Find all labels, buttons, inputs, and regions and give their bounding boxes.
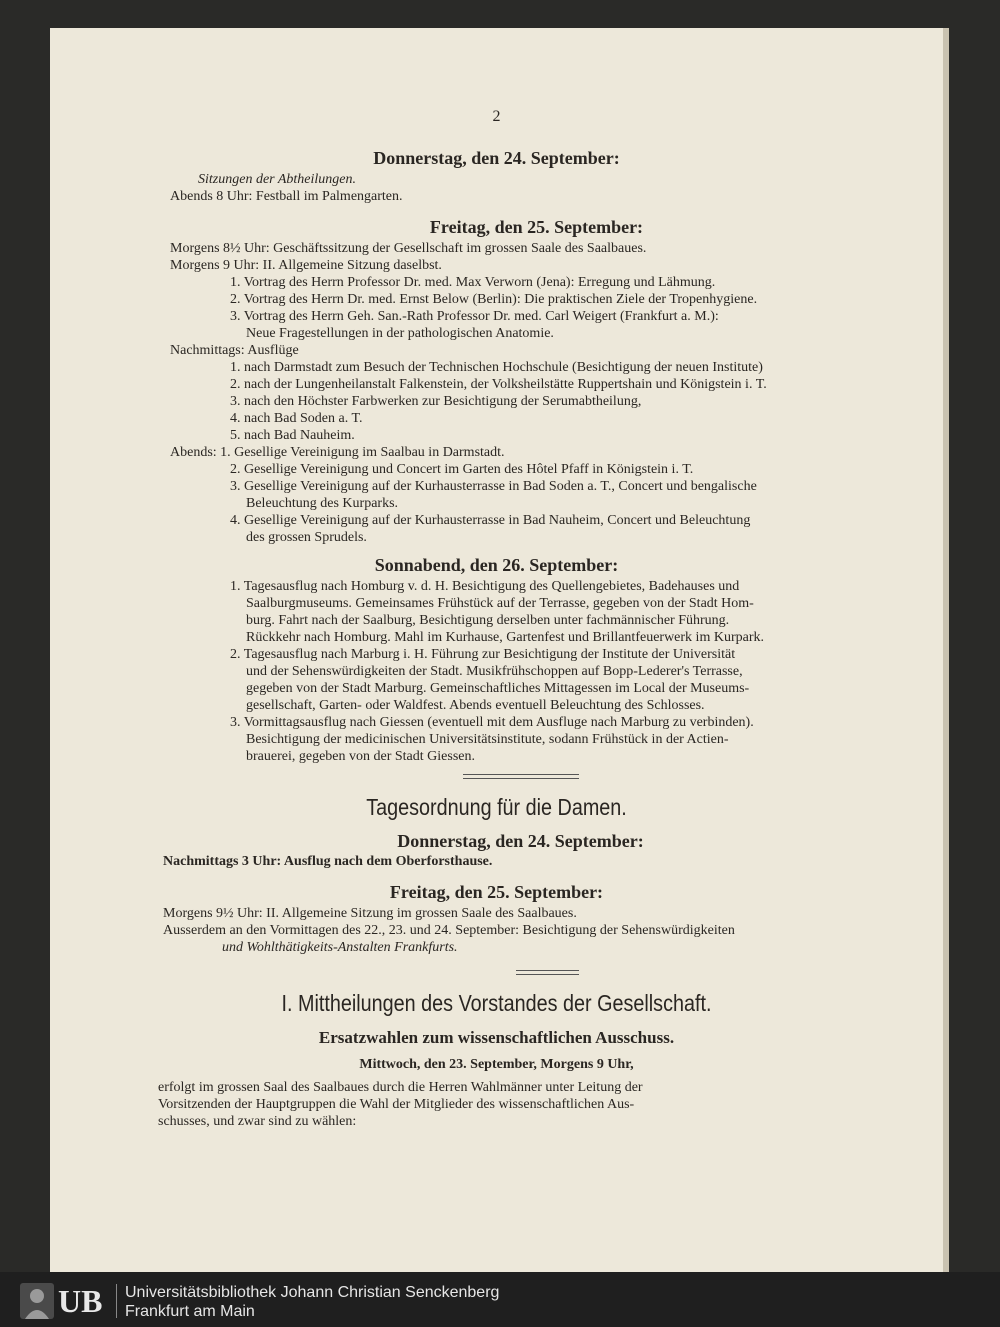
text-line: Morgens 9½ Uhr: II. Allgemeine Sitzung im grossen Saale des Saalbaues.: [163, 906, 577, 921]
text-line: 3. Vormittagsausflug nach Giessen (eventuell mit dem Ausfluge nach Marburg zu verbinden).: [230, 715, 754, 730]
text-line: 2. Tagesausflug nach Marburg i. H. Führung zur Besichtigung der Institute der Universität: [230, 647, 736, 662]
text-line: Sitzungen der Abtheilungen.: [198, 172, 356, 187]
portrait-icon: [20, 1283, 54, 1319]
library-city: Frankfurt am Main: [125, 1303, 255, 1320]
text-line: 2. Gesellige Vereinigung und Concert im Garten des Hôtel Pfaff in Königstein i. T.: [230, 462, 694, 477]
text-line: Saalburgmuseums. Gemeinsames Frühstück auf der Terrasse, gegeben von der Stadt Hom-: [246, 596, 754, 611]
text-line: 5. nach Bad Nauheim.: [230, 428, 355, 443]
text-line: Abends 8 Uhr: Festball im Palmengarten.: [170, 189, 403, 204]
library-name: Universitätsbibliothek Johann Christian Senckenberg: [125, 1284, 500, 1301]
text-line: 2. nach der Lungenheilanstalt Falkenstein, der Volksheilstätte Ruppertshain und Königstein i. T.: [230, 377, 767, 392]
text-line: Neue Fragestellungen in der pathologischen Anatomie.: [246, 326, 554, 341]
date-line: Mittwoch, den 23. September, Morgens 9 Uhr,: [359, 1057, 634, 1072]
heading-damen-donnerstag: Donnerstag, den 24. September:: [397, 831, 644, 851]
text-line: Morgens 8½ Uhr: Geschäftssitzung der Gesellschaft im grossen Saale des Saalbaues.: [170, 241, 647, 256]
heading-mittheilungen: I. Mittheilungen des Vorstandes der Gesellschaft.: [281, 990, 712, 1016]
text-line: Beleuchtung des Kurparks.: [246, 496, 399, 511]
text-line: 1. Tagesausflug nach Homburg v. d. H. Besichtigung des Quellengebietes, Badehauses und: [230, 579, 740, 594]
heading-damen-freitag: Freitag, den 25. September:: [389, 882, 604, 902]
divider: [463, 774, 579, 779]
document-page: [50, 28, 943, 1272]
text-line: 1. nach Darmstadt zum Besuch der Technischen Hochschule (Besichtigung der neuen Institute): [230, 360, 763, 375]
text-line: Morgens 9 Uhr: II. Allgemeine Sitzung daselbst.: [170, 258, 442, 273]
text-line: des grossen Sprudels.: [246, 530, 367, 545]
ub-logo: UB: [58, 1283, 103, 1319]
text-line: 2. Vortrag des Herrn Dr. med. Ernst Below (Berlin): Die praktischen Ziele der Tropenhygiene.: [230, 292, 758, 307]
text-line: Abends: 1. Gesellige Vereinigung im Saalbau in Darmstadt.: [170, 445, 505, 460]
text-line: Nachmittags: Ausflüge: [170, 343, 299, 358]
page-edge: [943, 28, 949, 1272]
text-line: und Wohlthätigkeits-Anstalten Frankfurts.: [222, 940, 458, 955]
heading-sonnabend: Sonnabend, den 26. September:: [374, 555, 619, 575]
text-line: und der Sehenswürdigkeiten der Stadt. Musikfrühschoppen auf Bopp-Lederer's Terrasse,: [246, 664, 743, 679]
text-line: gegeben von der Stadt Marburg. Gemeinschaftliches Mittagessen im Local der Museums-: [246, 681, 750, 696]
text-line: Rückkehr nach Homburg. Mahl im Kurhause, Gartenfest und Brillantfeuerwerk im Kurpark.: [246, 630, 764, 645]
heading-donnerstag: Donnerstag, den 24. September:: [373, 148, 620, 168]
text-line: 1. Vortrag des Herrn Professor Dr. med. Max Verworn (Jena): Erregung und Lähmung.: [230, 275, 716, 290]
text-line: erfolgt im grossen Saal des Saalbaues durch die Herren Wahlmänner unter Leitung der: [158, 1080, 643, 1095]
text-line: 3. nach den Höchster Farbwerken zur Besichtigung der Serumabtheilung,: [230, 394, 642, 409]
page-number: 2: [492, 108, 501, 125]
text-line: schusses, und zwar sind zu wählen:: [158, 1114, 357, 1129]
text-line: burg. Fahrt nach der Saalburg, Besichtigung derselben unter fachmännischer Führung.: [246, 613, 730, 628]
text-line: brauerei, gegeben von der Stadt Giessen.: [246, 749, 475, 764]
logo-separator: [116, 1284, 117, 1318]
text-line: gesellschaft, Garten- oder Waldfest. Abends eventuell Beleuchtung des Schlosses.: [246, 698, 705, 713]
text-line: Ausserdem an den Vormittagen des 22., 23. und 24. September: Besichtigung der Sehenswürdigkeiten: [163, 923, 735, 938]
divider: [516, 970, 579, 975]
subheading-ersatzwahlen: Ersatzwahlen zum wissenschaftlichen Ausschuss.: [318, 1028, 675, 1047]
text-line: 3. Gesellige Vereinigung auf der Kurhausterrasse in Bad Soden a. T., Concert und bengalische: [230, 479, 757, 494]
heading-damen: Tagesordnung für die Damen.: [366, 794, 627, 820]
text-line: Vorsitzenden der Hauptgruppen die Wahl der Mitglieder des wissenschaftlichen Aus-: [158, 1097, 635, 1112]
text-line: 4. nach Bad Soden a. T.: [230, 411, 363, 426]
text-line: Besichtigung der medicinischen Universitätsinstitute, sodann Frühstück in der Actien-: [246, 732, 729, 747]
text-line: 4. Gesellige Vereinigung auf der Kurhausterrasse in Bad Nauheim, Concert und Beleuchtung: [230, 513, 751, 528]
text-line: Nachmittags 3 Uhr: Ausflug nach dem Oberforsthause.: [163, 854, 493, 869]
heading-freitag: Freitag, den 25. September:: [429, 217, 644, 237]
text-line: 3. Vortrag des Herrn Geh. San.-Rath Professor Dr. med. Carl Weigert (Frankfurt a. M.):: [230, 309, 719, 324]
